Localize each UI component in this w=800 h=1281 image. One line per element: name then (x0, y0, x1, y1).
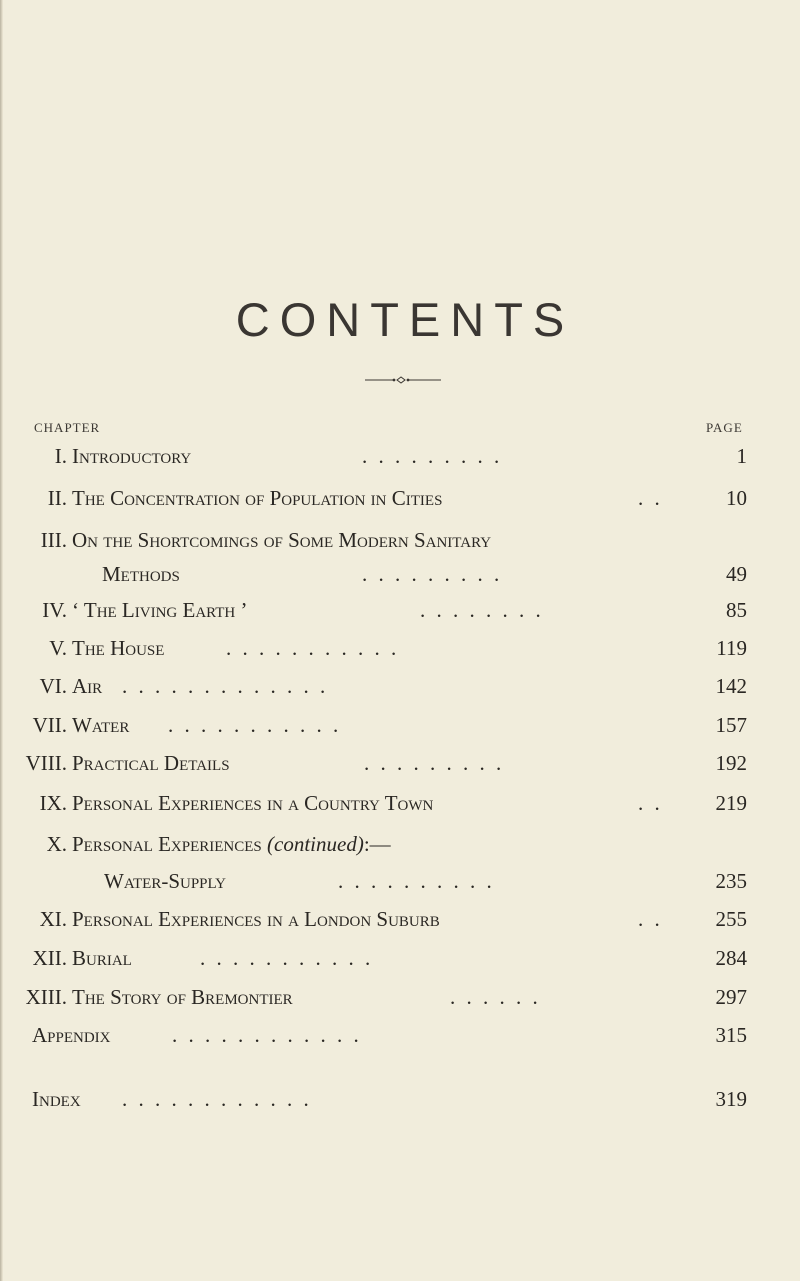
page-number: 49 (726, 562, 747, 586)
toc-entry-12[interactable] (0, 944, 800, 972)
chapter-number: VI. (39, 674, 67, 698)
leader-dots: . . . . . . . . . . . (168, 713, 342, 737)
chapter-title: Index (32, 1087, 81, 1111)
chapter-number: XI. (39, 907, 67, 931)
chapter-title: The Concentration of Population in Cities (72, 486, 443, 510)
toc-entry-5[interactable] (0, 634, 800, 662)
leader-dots: . . . . . . . . . (362, 562, 503, 586)
page-number: 219 (715, 791, 747, 815)
chapter-title: On the Shortcomings of Some Modern Sanitary (72, 528, 492, 552)
leader-dots: . . . . . . . . . . . (226, 636, 400, 660)
leader-dots: . . . . . . . . . . . (200, 946, 374, 970)
chapter-number: III. (40, 528, 67, 552)
chapter-title: Burial (72, 946, 132, 970)
leader-dots: . . . . . . . . . (364, 751, 505, 775)
page-number: 192 (715, 751, 747, 775)
toc-entry-appendix[interactable] (0, 1021, 800, 1049)
page-number: 142 (715, 674, 747, 698)
chapter-number: XII. (32, 946, 67, 970)
chapter-column-header: CHAPTER (34, 420, 101, 435)
chapter-title: Personal Experiences (72, 832, 262, 856)
toc-entry-11[interactable] (0, 905, 800, 933)
toc-entry-9[interactable] (0, 789, 800, 817)
page-number: 315 (715, 1023, 747, 1047)
leader-dots: . . . . . . (450, 985, 541, 1009)
leader-dots: . . . . . . . . . . (338, 869, 495, 893)
chapter-number: VIII. (25, 751, 67, 775)
chapter-title: Personal Experiences in a Country Town (72, 791, 434, 815)
page-number: 319 (715, 1087, 747, 1111)
leader-dots: . . . . . . . . . . . . (122, 1087, 312, 1111)
ornament-divider (363, 374, 443, 386)
chapter-title-tail: :— (363, 832, 391, 856)
toc-entry-10[interactable] (0, 830, 800, 858)
toc-entry-3[interactable] (0, 526, 800, 554)
page-number: 157 (715, 713, 747, 737)
toc-entry-index[interactable] (0, 1085, 800, 1113)
leader-dots: . . . . . . . . . . . . (172, 1023, 362, 1047)
toc-entry-10-continued[interactable] (0, 867, 800, 895)
leader-dots: . . (638, 486, 663, 510)
chapter-title: Appendix (32, 1023, 111, 1047)
toc-entry-6[interactable] (0, 672, 800, 700)
page-number: 297 (715, 985, 747, 1009)
toc-entry-4[interactable] (0, 596, 800, 624)
leader-dots: . . . . . . . . . . . . . (122, 674, 329, 698)
page-number: 235 (715, 869, 747, 893)
toc-entry-8[interactable] (0, 749, 800, 777)
page-number: 255 (715, 907, 747, 931)
page-number: 119 (716, 636, 747, 660)
chapter-number: V. (49, 636, 67, 660)
chapter-title: Methods (102, 562, 180, 586)
chapter-number: X. (46, 832, 67, 856)
leader-dots: . . (638, 791, 663, 815)
page-number: 10 (726, 486, 747, 510)
chapter-number: IV. (42, 598, 67, 622)
chapter-number: VII. (32, 713, 67, 737)
page-number: 1 (736, 444, 747, 468)
chapter-title-italic: (continued) (267, 832, 364, 856)
chapter-title: Personal Experiences in a London Suburb (72, 907, 440, 931)
page-title: CONTENTS (235, 293, 575, 346)
chapter-title: Practical Details (72, 751, 230, 775)
chapter-number: II. (47, 486, 67, 510)
chapter-title: Water (72, 713, 130, 737)
chapter-title-group (72, 830, 391, 858)
chapter-number: XIII. (25, 985, 67, 1009)
page-column-header: PAGE (706, 420, 743, 435)
chapter-title: ‘ The Living Earth ’ (72, 598, 248, 622)
toc-entry-7[interactable] (0, 711, 800, 739)
chapter-number: IX. (39, 791, 67, 815)
chapter-title: Water-Supply (104, 869, 227, 893)
toc-entry-2[interactable] (0, 484, 800, 512)
leader-dots: . . . . . . . . . (362, 444, 503, 468)
chapter-title: Introductory (72, 444, 192, 468)
toc-entry-13[interactable] (0, 983, 800, 1011)
leader-dots: . . (638, 907, 663, 931)
chapter-title: The Story of Bremontier (72, 985, 293, 1009)
toc-entry-1[interactable] (0, 442, 800, 470)
toc-entry-3-continued[interactable] (0, 560, 800, 588)
page-number: 85 (726, 598, 747, 622)
chapter-title: Air (72, 674, 103, 698)
chapter-title: The House (72, 636, 165, 660)
page-number: 284 (715, 946, 747, 970)
leader-dots: . . . . . . . . (420, 598, 544, 622)
chapter-number: I. (54, 444, 67, 468)
